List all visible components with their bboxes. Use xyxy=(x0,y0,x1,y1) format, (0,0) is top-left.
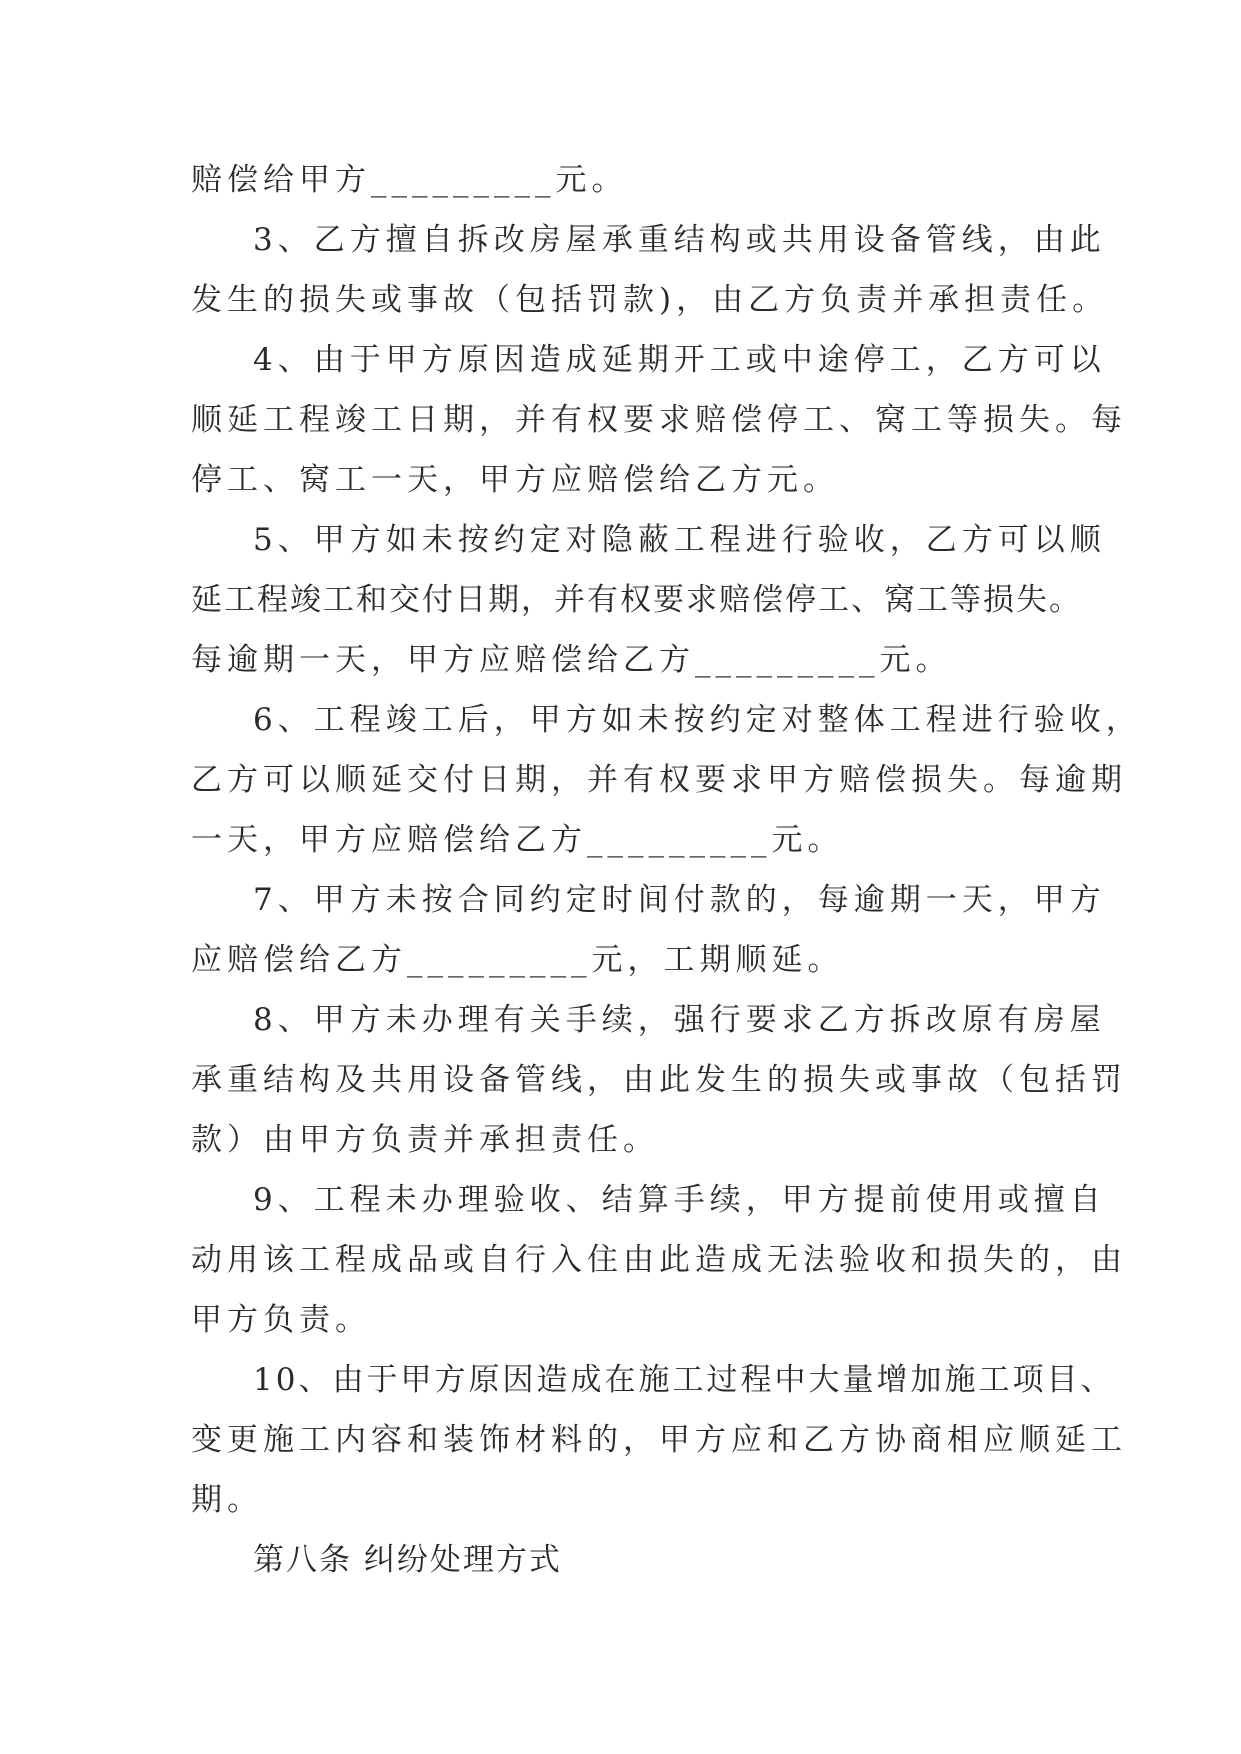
clause-3-line-1: 3、乙方擅自拆改房屋承重结构或共用设备管线，由此 xyxy=(253,222,1106,258)
clause-8-line-2: 承重结构及共用设备管线，由此发生的损失或事故（包括罚 xyxy=(191,1062,1127,1098)
clause-8-line-3: 款）由甲方负责并承担责任。 xyxy=(191,1122,659,1158)
clause-9-line-3: 甲方负责。 xyxy=(191,1302,371,1338)
clause-4-line-2: 顺延工程竣工日期，并有权要求赔偿停工、窝工等损失。每 xyxy=(191,402,1127,438)
clause-4-line-1: 4、由于甲方原因造成延期开工或中途停工，乙方可以 xyxy=(253,342,1106,378)
clause-10-line-2: 变更施工内容和装饰材料的，甲方应和乙方协商相应顺延工 xyxy=(191,1422,1127,1458)
clause-8-line-1: 8、甲方未办理有关手续，强行要求乙方拆改原有房屋 xyxy=(253,1002,1106,1038)
section-heading: 第八条 纠纷处理方式 xyxy=(253,1542,562,1578)
clause-10-line-3: 期。 xyxy=(191,1482,263,1518)
clause-6-line-2: 乙方可以顺延交付日期，并有权要求甲方赔偿损失。每逾期 xyxy=(191,762,1127,798)
clause-6-line-3: 一天，甲方应赔偿给乙方_________元。 xyxy=(191,822,844,858)
text-line: 赔偿给甲方_________元。 xyxy=(191,162,628,198)
clause-7-line-1: 7、甲方未按合同约定时间付款的，每逾期一天，甲方 xyxy=(253,882,1106,918)
document-body xyxy=(191,150,1142,1590)
clause-9-line-1: 9、工程未办理验收、结算手续，甲方提前使用或擅自 xyxy=(253,1182,1106,1218)
clause-10-line-1: 10、由于甲方原因造成在施工过程中大量增加施工项目、 xyxy=(253,1362,1115,1398)
clause-4-line-3: 停工、窝工一天，甲方应赔偿给乙方元。 xyxy=(191,462,839,498)
clause-6-line-1: 6、工程竣工后，甲方如未按约定对整体工程进行验收， xyxy=(253,702,1142,738)
clause-5-line-2: 延工程竣工和交付日期，并有权要求赔偿停工、窝工等损失。 xyxy=(191,582,1082,618)
clause-9-line-2: 动用该工程成品或自行入住由此造成无法验收和损失的，由 xyxy=(191,1242,1127,1278)
clause-5-line-1: 5、甲方如未按约定对隐蔽工程进行验收，乙方可以顺 xyxy=(253,522,1106,558)
clause-3-line-2: 发生的损失或事故（包括罚款)，由乙方负责并承担责任。 xyxy=(191,282,1109,318)
clause-7-line-2: 应赔偿给乙方_________元，工期顺延。 xyxy=(191,942,844,978)
clause-5-line-3: 每逾期一天，甲方应赔偿给乙方_________元。 xyxy=(191,642,952,678)
